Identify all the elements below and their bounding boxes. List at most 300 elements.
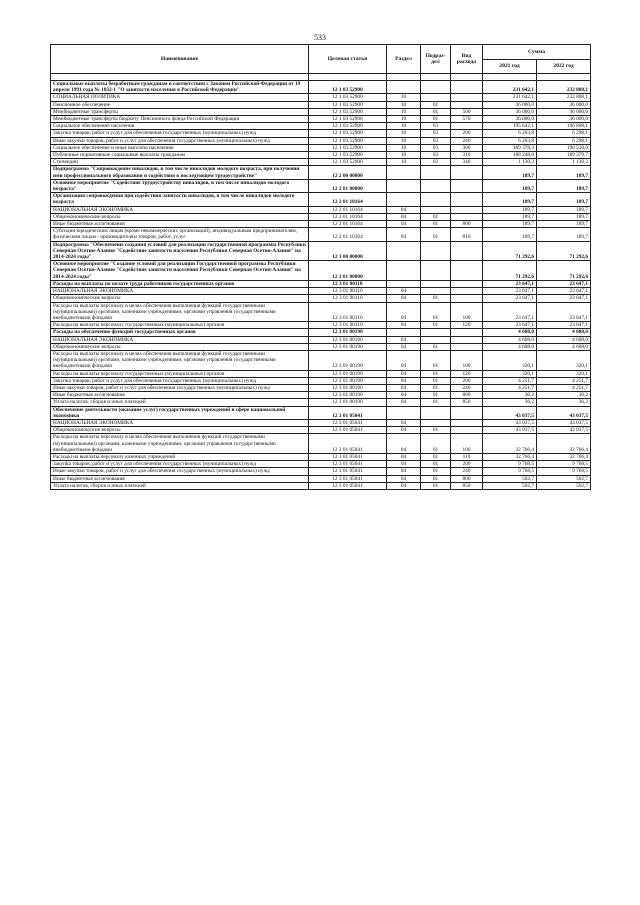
cell-section: 04 (387, 377, 421, 384)
cell-name: Расходы на выплаты персоналу в целях обеспечения выполнения функций государственными (муниципальными) органами, казенными учреждениями, органами управления государственными внебюджетными фондами (51, 302, 309, 322)
cell-target: 12 1 03 52900 (309, 94, 387, 101)
table-row (51, 288, 591, 295)
cell-sum-2021: 23 647,1 (483, 295, 537, 302)
cell-expense-type: 240 (451, 468, 483, 475)
cell-sum-2021: 189,7 (483, 166, 537, 179)
cell-section: 04 (387, 350, 421, 370)
cell-expense-type: 800 (451, 392, 483, 399)
cell-sum-2022: 189,7 (537, 179, 591, 192)
cell-expense-type: 100 (451, 302, 483, 322)
cell-expense-type (451, 336, 483, 343)
cell-subsection: 01 (421, 108, 451, 115)
table-row (51, 427, 591, 434)
table-row (51, 108, 591, 115)
cell-sum-2022: 9 768,5 (537, 468, 591, 475)
table-row (51, 241, 591, 261)
cell-sum-2022: 4 251,7 (537, 377, 591, 384)
table-row (51, 377, 591, 384)
table-row (51, 350, 591, 370)
cell-sum-2021: 231 642,1 (483, 81, 537, 94)
cell-subsection: 01 (421, 116, 451, 123)
cell-target: 12 3 01 00190 (309, 336, 387, 343)
cell-target: 12 3 01 00190 (309, 343, 387, 350)
cell-sum-2022: 189,7 (537, 193, 591, 206)
cell-subsection: 01 (421, 228, 451, 241)
cell-sum-2022: 196 808,1 (537, 123, 591, 130)
table-row (51, 295, 591, 302)
cell-target: 12 2 01 10164 (309, 213, 387, 220)
cell-section (387, 280, 421, 287)
cell-section (387, 166, 421, 179)
cell-expense-type: 120 (451, 322, 483, 329)
cell-subsection: 01 (421, 350, 451, 370)
cell-section: 04 (387, 399, 421, 406)
header-target: Целевая статья (309, 45, 387, 74)
cell-sum-2021: 71 292,6 (483, 261, 537, 281)
cell-sum-2022: 32 766,4 (537, 453, 591, 460)
table-row (51, 336, 591, 343)
cell-name: Закупка товаров, работ и услуг для обеспечения государственных (муниципальных) нужд (51, 461, 309, 468)
cell-subsection: 01 (421, 101, 451, 108)
table-row (51, 213, 591, 220)
cell-sum-2022: 23 647,1 (537, 288, 591, 295)
cell-target: 12 2 01 00000 (309, 179, 387, 192)
cell-name: Общеэкономические вопросы (51, 295, 309, 302)
cell-target: 12 3 01 00190 (309, 384, 387, 391)
cell-subsection: 01 (421, 377, 451, 384)
cell-expense-type (451, 241, 483, 261)
cell-target: 12 3 01 00110 (309, 322, 387, 329)
cell-section: 04 (387, 295, 421, 302)
cell-subsection (421, 261, 451, 281)
cell-name: Закупка товаров, работ и услуг для обеспечения государственных (муниципальных) нужд (51, 130, 309, 137)
cell-expense-type: 110 (451, 453, 483, 460)
cell-name: НАЦИОНАЛЬНАЯ ЭКОНОМИКА (51, 288, 309, 295)
table-row (51, 116, 591, 123)
cell-name: Расходы на выплаты персоналу в целях обеспечения выполнения функций государственными (муниципальными) органами, казенными учреждениями, органами управления государственными внебюджетными фондами (51, 434, 309, 454)
spacer-row (51, 74, 591, 81)
cell-name: НАЦИОНАЛЬНАЯ ЭКОНОМИКА (51, 419, 309, 426)
cell-sum-2021: 320,1 (483, 350, 537, 370)
cell-expense-type: 310 (451, 152, 483, 159)
table-row (51, 81, 591, 94)
cell-target: 12 3 01 05041 (309, 461, 387, 468)
cell-section (387, 193, 421, 206)
cell-subsection: 01 (421, 392, 451, 399)
cell-sum-2021: 36 000,0 (483, 108, 537, 115)
cell-subsection: 01 (421, 343, 451, 350)
cell-expense-type (451, 206, 483, 213)
cell-sum-2022: 23 647,1 (537, 322, 591, 329)
cell-name: Общеэкономические вопросы (51, 343, 309, 350)
cell-target: 12 3 01 05041 (309, 434, 387, 454)
cell-section: 10 (387, 152, 421, 159)
page-number: 533 (314, 33, 326, 42)
cell-section: 04 (387, 392, 421, 399)
cell-subsection: 01 (421, 221, 451, 228)
cell-section: 10 (387, 123, 421, 130)
cell-expense-type: 300 (451, 144, 483, 151)
cell-sum-2021: 36,2 (483, 399, 537, 406)
cell-target: 12 3 01 00190 (309, 350, 387, 370)
cell-expense-type (451, 261, 483, 281)
cell-section: 04 (387, 322, 421, 329)
cell-sum-2021: 4 608,0 (483, 329, 537, 336)
cell-sum-2021: 502,7 (483, 475, 537, 482)
cell-name: Основное мероприятие "Содействие трудоустройству инвалидов, в том числе инвалидов молодого возраста" (51, 179, 309, 192)
cell-section: 04 (387, 213, 421, 220)
cell-sum-2021: 320,1 (483, 370, 537, 377)
cell-target: 12 1 03 52900 (309, 116, 387, 123)
cell-subsection: 03 (421, 130, 451, 137)
table-row (51, 130, 591, 137)
cell-sum-2022: 1 130,3 (537, 159, 591, 166)
cell-name: НАЦИОНАЛЬНАЯ ЭКОНОМИКА (51, 336, 309, 343)
cell-sum-2022: 36,2 (537, 399, 591, 406)
table-row (51, 137, 591, 144)
cell-section: 04 (387, 482, 421, 489)
table-row (51, 475, 591, 482)
table-row (51, 392, 591, 399)
cell-expense-type (451, 193, 483, 206)
table-row (51, 419, 591, 426)
cell-sum-2022: 23 647,1 (537, 295, 591, 302)
cell-name: Расходы на выплаты персоналу государственных (муниципальных) органов (51, 322, 309, 329)
cell-sum-2021: 4 251,7 (483, 384, 537, 391)
cell-sum-2021: 36 000,0 (483, 116, 537, 123)
cell-subsection: 01 (421, 468, 451, 475)
cell-name: НАЦИОНАЛЬНАЯ ЭКОНОМИКА (51, 206, 309, 213)
cell-name: Межбюджетные трансферты бюджету Пенсионного фонда Российской Федерации (51, 116, 309, 123)
cell-sum-2022: 4 608,0 (537, 343, 591, 350)
cell-section: 04 (387, 427, 421, 434)
cell-name: Стипендии (51, 159, 309, 166)
table-row (51, 206, 591, 213)
cell-sum-2022: 43 037,5 (537, 419, 591, 426)
table-row (51, 228, 591, 241)
cell-section: 04 (387, 228, 421, 241)
cell-sum-2021: 4 251,7 (483, 377, 537, 384)
cell-sum-2021: 43 037,5 (483, 406, 537, 419)
cell-subsection: 01 (421, 213, 451, 220)
cell-name: Обеспечение деятельности (оказание услуг) государственных учреждений в сфере национальной экономики (51, 406, 309, 419)
cell-subsection: 03 (421, 159, 451, 166)
cell-sum-2021: 23 647,1 (483, 322, 537, 329)
cell-subsection: 01 (421, 453, 451, 460)
cell-subsection (421, 179, 451, 192)
table-row (51, 384, 591, 391)
cell-name: Иные бюджетные ассигнования (51, 475, 309, 482)
cell-sum-2021: 4 608,0 (483, 336, 537, 343)
cell-sum-2021: 231 642,1 (483, 94, 537, 101)
cell-expense-type: 340 (451, 159, 483, 166)
cell-sum-2022: 189,7 (537, 166, 591, 179)
cell-expense-type: 240 (451, 384, 483, 391)
cell-sum-2021: 43 037,5 (483, 419, 537, 426)
cell-sum-2022: 4 251,7 (537, 384, 591, 391)
cell-expense-type (451, 123, 483, 130)
cell-section: 04 (387, 475, 421, 482)
cell-name: Иные бюджетные ассигнования (51, 392, 309, 399)
cell-target: 12 3 01 00190 (309, 370, 387, 377)
cell-target: 12 1 03 52900 (309, 101, 387, 108)
cell-sum-2022: 43 037,5 (537, 427, 591, 434)
table-row (51, 302, 591, 322)
cell-subsection (421, 241, 451, 261)
cell-section (387, 241, 421, 261)
cell-target: 12 2 00 00000 (309, 166, 387, 179)
cell-name: Социальные выплаты безработным гражданам в соответствии с Законом Российской Федерации от 19 апреля 1991 года № 1032-1 "О занятости населения в Российской Федерации" (51, 81, 309, 94)
table-row (51, 280, 591, 287)
cell-subsection (421, 166, 451, 179)
cell-subsection (421, 94, 451, 101)
header-sum: Сумма (483, 45, 591, 60)
cell-subsection: 03 (421, 152, 451, 159)
cell-subsection: 03 (421, 144, 451, 151)
cell-sum-2022: 36 000,0 (537, 101, 591, 108)
cell-section: 04 (387, 343, 421, 350)
cell-name: Социальное обеспечение и иные выплаты населению (51, 144, 309, 151)
cell-section: 10 (387, 130, 421, 137)
cell-sum-2021: 195 642,1 (483, 123, 537, 130)
cell-subsection (421, 336, 451, 343)
cell-expense-type (451, 343, 483, 350)
cell-sum-2022: 189,7 (537, 221, 591, 228)
cell-expense-type (451, 81, 483, 94)
cell-expense-type: 200 (451, 461, 483, 468)
cell-sum-2022: 190 510,0 (537, 144, 591, 151)
cell-target: 12 3 01 05041 (309, 468, 387, 475)
cell-subsection: 01 (421, 399, 451, 406)
cell-sum-2021: 6 263,8 (483, 137, 537, 144)
cell-sum-2021: 502,7 (483, 482, 537, 489)
cell-name: Основное мероприятие "Создание условий для реализации Государственной программы Республики Северная Осетия-Алания "Содействие занятости населения Республики Северная Осетия-Алания" на 2014-2024 годы" (51, 261, 309, 281)
cell-sum-2022: 232 808,1 (537, 94, 591, 101)
cell-sum-2021: 4 608,0 (483, 343, 537, 350)
cell-target: 12 3 01 00190 (309, 392, 387, 399)
cell-sum-2021: 71 292,6 (483, 241, 537, 261)
table-row (51, 482, 591, 489)
cell-target: 12 1 03 52900 (309, 81, 387, 94)
cell-name: Подпрограмма "Обеспечение создания условий для реализации государственной программы Республики Северная Осетия-Алания "Содействие занятости населения Республики Северная Осетия-Алания" на 2014-2024 годы" (51, 241, 309, 261)
cell-sum-2021: 23 647,1 (483, 302, 537, 322)
table-row (51, 94, 591, 101)
cell-expense-type (451, 280, 483, 287)
cell-section: 04 (387, 302, 421, 322)
cell-name: Иные закупки товаров, работ и услуг для обеспечения государственных (муниципальных) нужд (51, 468, 309, 475)
cell-sum-2022: 502,7 (537, 475, 591, 482)
cell-expense-type: 800 (451, 475, 483, 482)
cell-expense-type: 200 (451, 130, 483, 137)
table-row (51, 329, 591, 336)
header-section: Раздел (387, 45, 421, 74)
cell-subsection: 01 (421, 434, 451, 454)
cell-subsection: 01 (421, 427, 451, 434)
cell-expense-type (451, 427, 483, 434)
cell-expense-type: 100 (451, 434, 483, 454)
cell-sum-2022: 320,1 (537, 350, 591, 370)
cell-expense-type (451, 406, 483, 419)
cell-sum-2021: 32 766,4 (483, 434, 537, 454)
cell-name: Подпрограмма "Сопровождение инвалидов, в том числе инвалидов молодого возраста, при получении ими профессионального образования и содействия в последующем трудоустройстве" (51, 166, 309, 179)
table-row (51, 406, 591, 419)
cell-name: Межбюджетные трансферты (51, 108, 309, 115)
cell-expense-type (451, 94, 483, 101)
table-row (51, 343, 591, 350)
cell-sum-2022: 32 766,4 (537, 434, 591, 454)
cell-target: 12 3 01 05041 (309, 427, 387, 434)
cell-section (387, 81, 421, 94)
cell-subsection: 01 (421, 302, 451, 322)
cell-section (387, 329, 421, 336)
cell-subsection (421, 419, 451, 426)
cell-subsection (421, 329, 451, 336)
cell-subsection (421, 81, 451, 94)
cell-section (387, 179, 421, 192)
cell-subsection: 01 (421, 475, 451, 482)
cell-sum-2022: 71 292,6 (537, 241, 591, 261)
cell-subsection: 01 (421, 370, 451, 377)
table-row (51, 123, 591, 130)
cell-sum-2021: 189,7 (483, 221, 537, 228)
cell-target: 12 3 00 00000 (309, 241, 387, 261)
cell-target: 12 3 01 05041 (309, 453, 387, 460)
table-row (51, 101, 591, 108)
cell-sum-2021: 9 768,5 (483, 468, 537, 475)
cell-expense-type: 570 (451, 116, 483, 123)
cell-expense-type: 810 (451, 228, 483, 241)
cell-target: 12 3 01 00110 (309, 295, 387, 302)
cell-subsection: 01 (421, 295, 451, 302)
table-row (51, 434, 591, 454)
header-subsection: Подраз-дел (421, 45, 451, 74)
cell-expense-type (451, 101, 483, 108)
cell-section: 10 (387, 159, 421, 166)
cell-sum-2022: 189,7 (537, 228, 591, 241)
header-year-2021: 2021 год (483, 60, 537, 74)
cell-sum-2022: 36 000,0 (537, 108, 591, 115)
cell-sum-2021: 23 647,1 (483, 288, 537, 295)
cell-sum-2021: 189,7 (483, 179, 537, 192)
cell-section: 10 (387, 144, 421, 151)
cell-name: Публичные нормативные социальные выплаты гражданам (51, 152, 309, 159)
cell-expense-type (451, 179, 483, 192)
cell-expense-type: 120 (451, 370, 483, 377)
cell-sum-2022: 36 000,0 (537, 116, 591, 123)
cell-sum-2022: 4 608,0 (537, 336, 591, 343)
table-row (51, 193, 591, 206)
cell-subsection (421, 280, 451, 287)
table-row (51, 179, 591, 192)
cell-subsection (421, 288, 451, 295)
cell-sum-2021: 9 768,5 (483, 461, 537, 468)
table-row (51, 322, 591, 329)
cell-sum-2022: 4 608,0 (537, 329, 591, 336)
cell-sum-2022: 23 647,1 (537, 280, 591, 287)
cell-sum-2021: 36,2 (483, 392, 537, 399)
cell-name: Иные закупки товаров, работ и услуг для обеспечения государственных (муниципальных) нужд (51, 384, 309, 391)
cell-subsection: 01 (421, 322, 451, 329)
cell-target: 12 3 01 00000 (309, 261, 387, 281)
cell-target: 12 1 03 52900 (309, 108, 387, 115)
cell-target: 12 3 01 00190 (309, 377, 387, 384)
cell-section: 10 (387, 108, 421, 115)
cell-target: 12 3 01 00110 (309, 288, 387, 295)
cell-sum-2022: 232 808,1 (537, 81, 591, 94)
cell-name: Общеэкономические вопросы (51, 213, 309, 220)
cell-expense-type (451, 166, 483, 179)
cell-name: Расходы на выплаты персоналу казенных учреждений (51, 453, 309, 460)
table-row (51, 159, 591, 166)
cell-section: 04 (387, 461, 421, 468)
cell-subsection: 01 (421, 482, 451, 489)
cell-subsection (421, 206, 451, 213)
cell-expense-type (451, 419, 483, 426)
cell-sum-2022: 189 379,7 (537, 152, 591, 159)
cell-target: 12 1 03 52900 (309, 137, 387, 144)
cell-target: 12 2 01 10164 (309, 206, 387, 213)
cell-expense-type: 200 (451, 377, 483, 384)
cell-expense-type: 850 (451, 399, 483, 406)
cell-subsection: 01 (421, 384, 451, 391)
table-row (51, 166, 591, 179)
cell-sum-2022: 6 298,1 (537, 130, 591, 137)
cell-name: Расходы на выплаты по оплате труда работников государственных органов (51, 280, 309, 287)
cell-expense-type (451, 288, 483, 295)
cell-sum-2021: 189,7 (483, 213, 537, 220)
cell-target: 12 3 01 05041 (309, 406, 387, 419)
cell-subsection: 03 (421, 137, 451, 144)
cell-name: Закупка товаров, работ и услуг для обеспечения государственных (муниципальных) нужд (51, 377, 309, 384)
cell-sum-2021: 188 248,0 (483, 152, 537, 159)
cell-sum-2022: 71 292,6 (537, 261, 591, 281)
cell-sum-2021: 189,7 (483, 193, 537, 206)
table-row (51, 261, 591, 281)
cell-section: 04 (387, 206, 421, 213)
cell-name: Социальное обеспечение населения (51, 123, 309, 130)
table-row (51, 144, 591, 151)
cell-sum-2022: 43 037,5 (537, 406, 591, 419)
cell-name: Иные закупки товаров, работ и услуг для обеспечения государственных (муниципальных) нужд (51, 137, 309, 144)
cell-section: 04 (387, 434, 421, 454)
cell-expense-type (451, 329, 483, 336)
cell-name: СОЦИАЛЬНАЯ ПОЛИТИКА (51, 94, 309, 101)
cell-subsection: 01 (421, 461, 451, 468)
cell-section (387, 406, 421, 419)
cell-section: 10 (387, 137, 421, 144)
header-year-2022: 2022 год (537, 60, 591, 74)
cell-target: 12 3 01 00110 (309, 280, 387, 287)
cell-expense-type: 850 (451, 482, 483, 489)
table-body (51, 74, 591, 490)
table-row (51, 221, 591, 228)
cell-sum-2021: 23 647,1 (483, 280, 537, 287)
cell-sum-2021: 32 766,4 (483, 453, 537, 460)
table-row (51, 152, 591, 159)
cell-section: 04 (387, 370, 421, 377)
cell-name: Иные бюджетные ассигнования (51, 221, 309, 228)
cell-sum-2021: 43 037,5 (483, 427, 537, 434)
header-name: Наименование (51, 45, 309, 74)
cell-target: 12 3 01 00110 (309, 302, 387, 322)
header-expense-type: Вид расхода (451, 45, 483, 74)
cell-section: 04 (387, 336, 421, 343)
cell-section: 04 (387, 468, 421, 475)
cell-sum-2022: 23 647,1 (537, 302, 591, 322)
cell-target: 12 1 03 52900 (309, 144, 387, 151)
cell-name: Расходы на обеспечение функций государственных органов (51, 329, 309, 336)
cell-target: 12 3 01 05041 (309, 482, 387, 489)
